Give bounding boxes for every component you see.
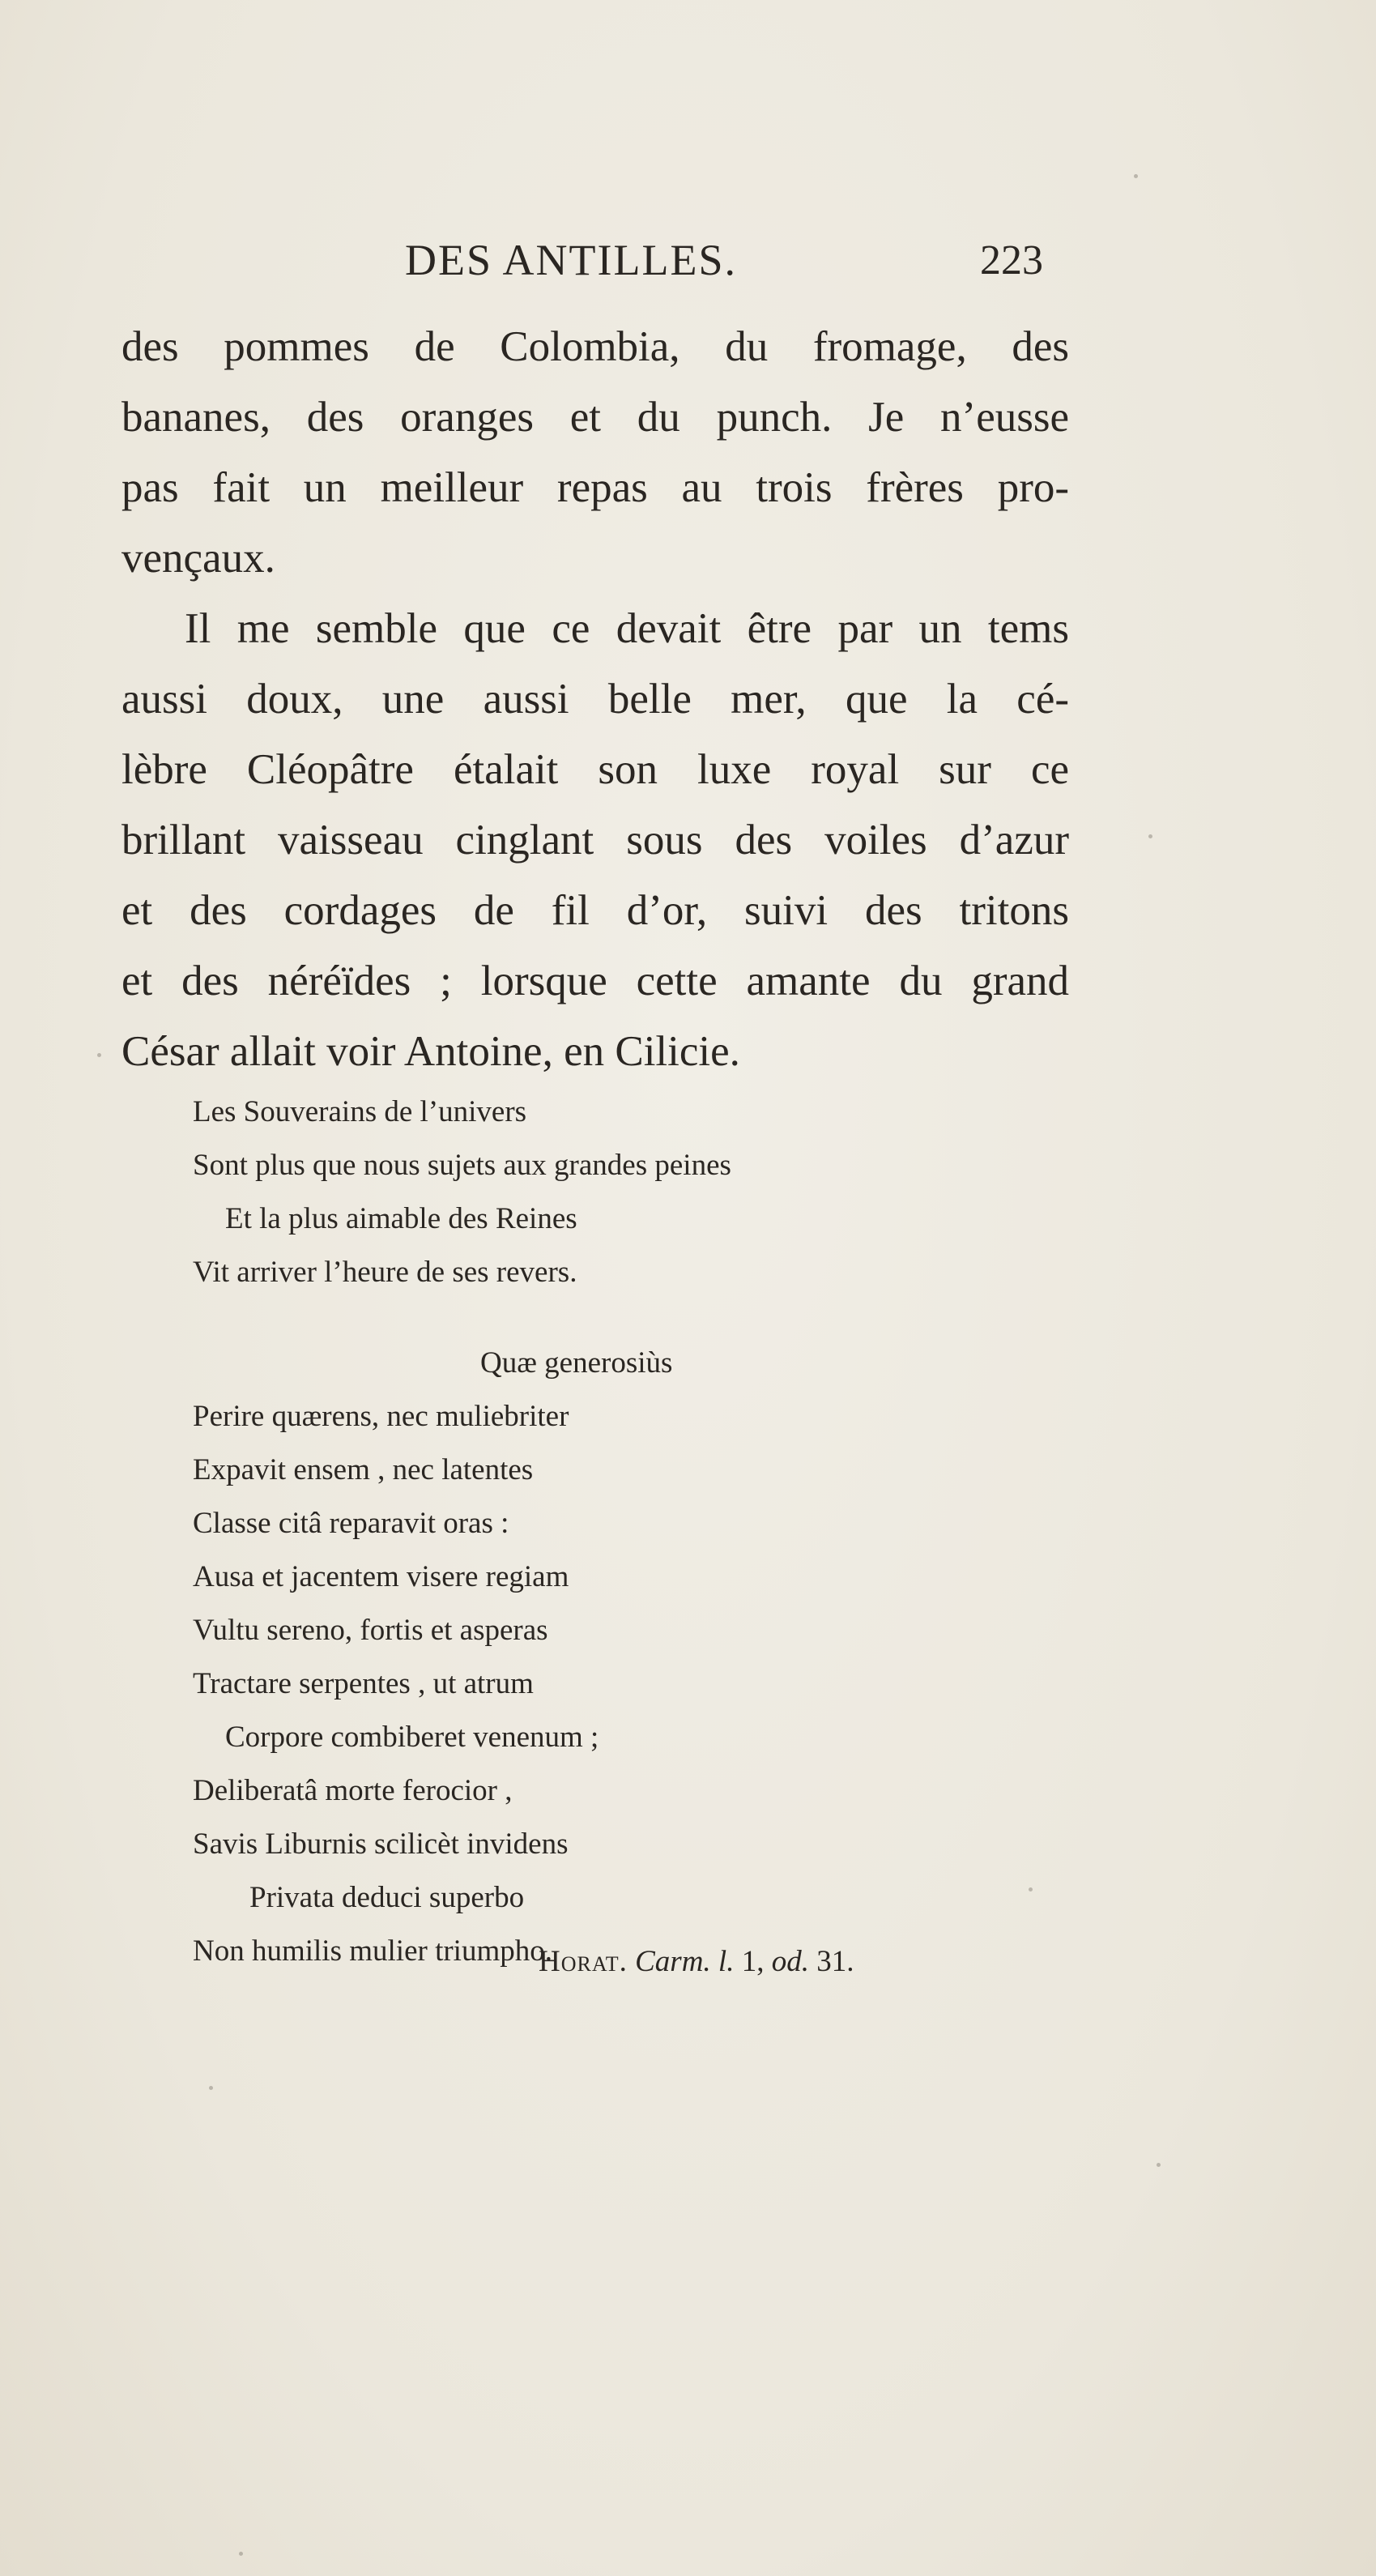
paper-speck	[1029, 1887, 1033, 1891]
verse-line: Quæ generosiùs	[480, 1346, 673, 1380]
verse-line: Savis Liburnis scilicèt invidens	[193, 1828, 569, 1861]
verse-line: Deliberatâ morte ferocior ,	[193, 1774, 513, 1807]
text-line: des pommes de Colombia, du fromage, des	[121, 323, 1069, 370]
prose-body	[121, 312, 1069, 1087]
verse-line: Sont plus que nous sujets aux grandes peines	[193, 1149, 731, 1182]
verse-line: Perire quærens, nec muliebriter	[193, 1400, 569, 1433]
verse-line: Privata deduci superbo	[249, 1881, 525, 1914]
citation	[539, 1944, 854, 1979]
verse-line: Les Souverains de l’univers	[193, 1095, 527, 1128]
citation-author: Horat.	[539, 1945, 628, 1978]
paragraph-1	[121, 312, 1069, 594]
page-number: 223	[980, 237, 1043, 284]
citation-work: Carm. l.	[635, 1945, 735, 1978]
paper-speck	[97, 1053, 101, 1057]
citation-ode-number: 31.	[816, 1945, 854, 1978]
verse-line: Vit arriver l’heure de ses revers.	[193, 1256, 577, 1289]
citation-ode: od.	[771, 1945, 809, 1978]
verse-line: Corpore combiberet venenum ;	[225, 1721, 599, 1754]
verse-line: Expavit ensem , nec latentes	[193, 1453, 534, 1486]
paper-speck	[239, 2552, 243, 2556]
french-verse	[193, 1085, 731, 1299]
verse-line: Et la plus aimable des Reines	[225, 1202, 577, 1235]
latin-verse	[193, 1337, 672, 1978]
text-line: et des néréïdes ; lorsque cette amante du grand	[121, 957, 1069, 1004]
paper-speck	[209, 2086, 213, 2090]
verse-line: Vultu sereno, fortis et asperas	[193, 1614, 548, 1647]
verse-line: Tractare serpentes , ut atrum	[193, 1667, 534, 1700]
running-title: DES ANTILLES.	[405, 236, 737, 284]
paper-speck	[1148, 834, 1152, 838]
text-line: bananes, des oranges et du punch. Je n’eusse	[121, 394, 1069, 441]
citation-book: 1,	[741, 1945, 765, 1978]
text-line: César allait voir Antoine, en Cilicie.	[121, 1028, 740, 1075]
paper-speck	[1157, 2163, 1161, 2167]
paper-speck	[1134, 174, 1138, 178]
text-line: et des cordages de fil d’or, suivi des tritons	[121, 887, 1069, 934]
paragraph-2	[121, 594, 1069, 1087]
page-header	[0, 235, 1376, 300]
verse-line: Classe citâ reparavit oras :	[193, 1507, 509, 1540]
text-line: aussi doux, une aussi belle mer, que la cé-	[121, 676, 1069, 723]
text-line: vençaux.	[121, 535, 275, 582]
verse-line: Ausa et jacentem visere regiam	[193, 1560, 569, 1593]
verse-line: Non humilis mulier triumpho.	[193, 1934, 552, 1968]
text-line: pas fait un meilleur repas au trois frères pro-	[121, 464, 1069, 511]
text-line: Il me semble que ce devait être par un tems	[185, 605, 1069, 652]
text-line: brillant vaisseau cinglant sous des voiles d’azur	[121, 817, 1069, 864]
text-line: lèbre Cléopâtre étalait son luxe royal sur ce	[121, 746, 1069, 793]
